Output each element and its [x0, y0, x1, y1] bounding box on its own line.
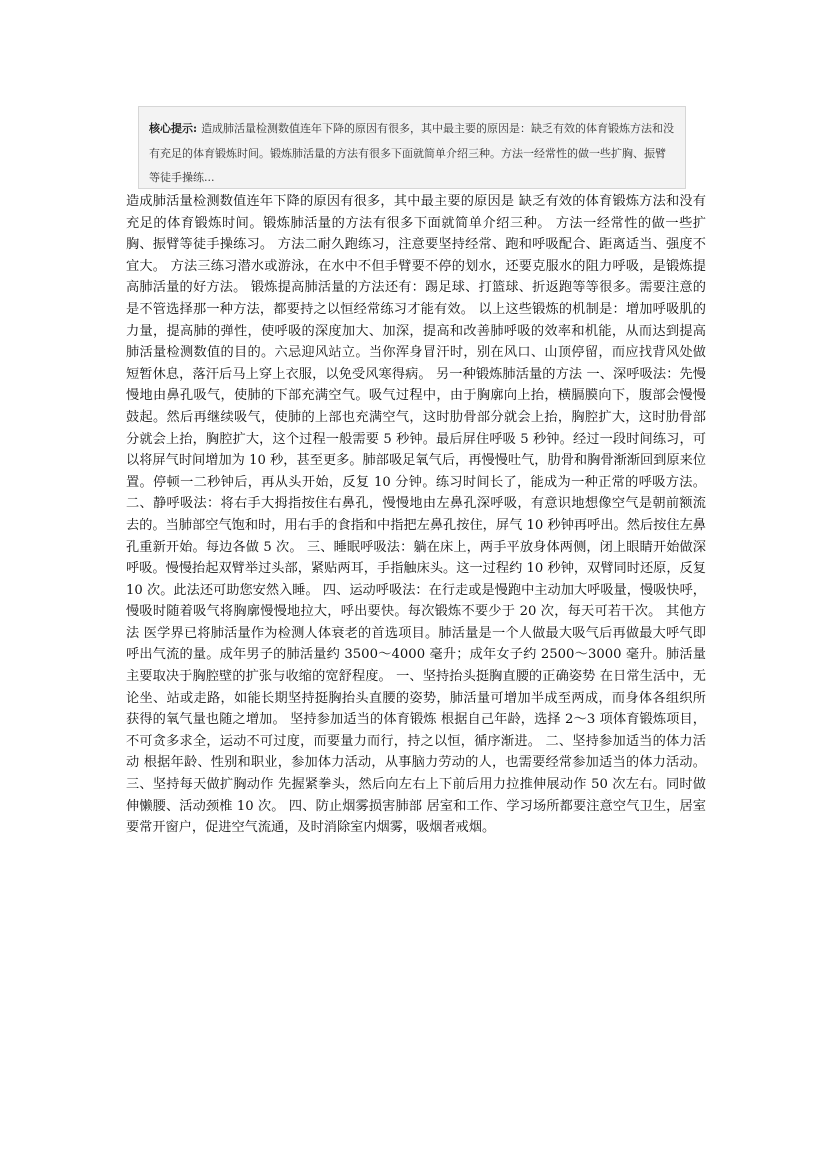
article-body: 造成肺活量检测数值连年下降的原因有很多，其中最主要的原因是 缺乏有效的体育锻炼方法和没有充足的体育锻炼时间。锻炼肺活量的方法有很多下面就简单介绍三种。 方法一经常性的做一些扩胸、振臂等徒手操练习。 方法二耐久跑练习，注意要坚持经常、跑和呼吸配合、距离适当、强度不宜大。 方法三练习潜水或游泳，在水中不但手臂要不停的划水，还要克服水的阻力呼吸，是锻炼提高肺活量的好方法。 锻炼提高肺活量的方法还有：踢足球、打篮球、折返跑等等很多。需要注意的是不管选择那一种方法，都要持之以恒经常练习才能有效。 以上这些锻炼的机制是：增加呼吸肌的力量，提高肺的弹性，使呼吸的深度加大、加深，提高和改善肺呼吸的效率和机能，从而达到提高肺活量检测数值的目的。六忌迎风站立。当你浑身冒汗时，别在风口、山顶停留，而应找背风处做短暂休息，落汗后马上穿上衣服，以免受风寒得病。 另一种锻炼肺活量的方法 一、深呼吸法：先慢慢地由鼻孔吸气，使肺的下部充满空气。吸气过程中，由于胸廓向上抬，横膈膜向下，腹部会慢慢鼓起。然后再继续吸气，使肺的上部也充满空气，这时肋骨部分就会上抬，胸腔扩大，这时肋骨部分就会上抬，胸腔扩大，这个过程一般需要 5 秒钟。最后屏住呼吸 5 秒钟。经过一段时间练习，可以将屏气时间增加为 10 秒，甚至更多。肺部吸足氧气后，再慢慢吐气，肋骨和胸骨渐渐回到原来位置。停顿一二秒钟后，再从头开始，反复 10 分钟。练习时间长了，能成为一种正常的呼吸方法。 二、静呼吸法：将右手大拇指按住右鼻孔，慢慢地由左鼻孔深呼吸，有意识地想像空气是朝前额流去的。当肺部空气饱和时，用右手的食指和中指把左鼻孔按住，屏气 10 秒钟再呼出。然后按住左鼻孔重新开始。每边各做 5 次。 三、睡眠呼吸法：躺在床上，两手平放身体两侧，闭上眼睛开始做深呼吸。慢慢抬起双臂举过头部，紧贴两耳，手指触床头。这一过程约 10 秒钟，双臂同时还原，反复 10 次。此法还可助您安然入睡。 四、运动呼吸法：在行走或是慢跑中主动加大呼吸量，慢吸快呼，慢吸时随着吸气将胸廓慢慢地拉大，呼出要快。每次锻炼不要少于 20 次，每天可若干次。 其他方法 医学界已将肺活量作为检测人体衰老的首选项目。肺活量是一个人做最大吸气后再做最大呼气即呼出气流的量。成年男子的肺活量约 3500～4000 毫升；成年女子约 2500～3000 毫升。肺活量主要取决于胸腔壁的扩张与收缩的宽舒程度。 一、坚持抬头挺胸直腰的正确姿势 在日常生活中，无论坐、站或走路，如能长期坚持挺胸抬头直腰的姿势，肺活量可增加半成至两成，而身体各组织所获得的氧气量也随之增加。 坚持参加适当的体育锻炼 根据自己年龄，选择 2～3 项体育锻炼项目，不可贪多求全，运动不可过度，而要量力而行，持之以恒，循序渐进。 二、坚持参加适当的体力活动 根据年龄、性别和职业，参加体力活动，从事脑力劳动的人，也需要经常参加适当的体力活动。 三、坚持每天做扩胸动作 先握紧拳头，然后向左右上下前后用力拉推伸展动作 50 次左右。同时做伸懒腰、活动颈椎 10 次。 四、防止烟雾损害肺部 居室和工作、学习场所都要注意空气卫生，居室要常开窗户，促进空气流通，及时消除室内烟雾，吸烟者戒烟。 — [126, 194, 706, 836]
summary-label: 核心提示: — [149, 122, 198, 135]
summary-text: 造成肺活量检测数值连年下降的原因有很多，其中最主要的原因是：缺乏有效的体育锻炼方法和没有充足的体育锻炼时间。锻炼肺活量的方法有很多下面就简单介绍三种。方法一经常性的做一些扩胸、振臂等徒手操练... — [149, 122, 675, 184]
summary-box — [138, 106, 686, 189]
